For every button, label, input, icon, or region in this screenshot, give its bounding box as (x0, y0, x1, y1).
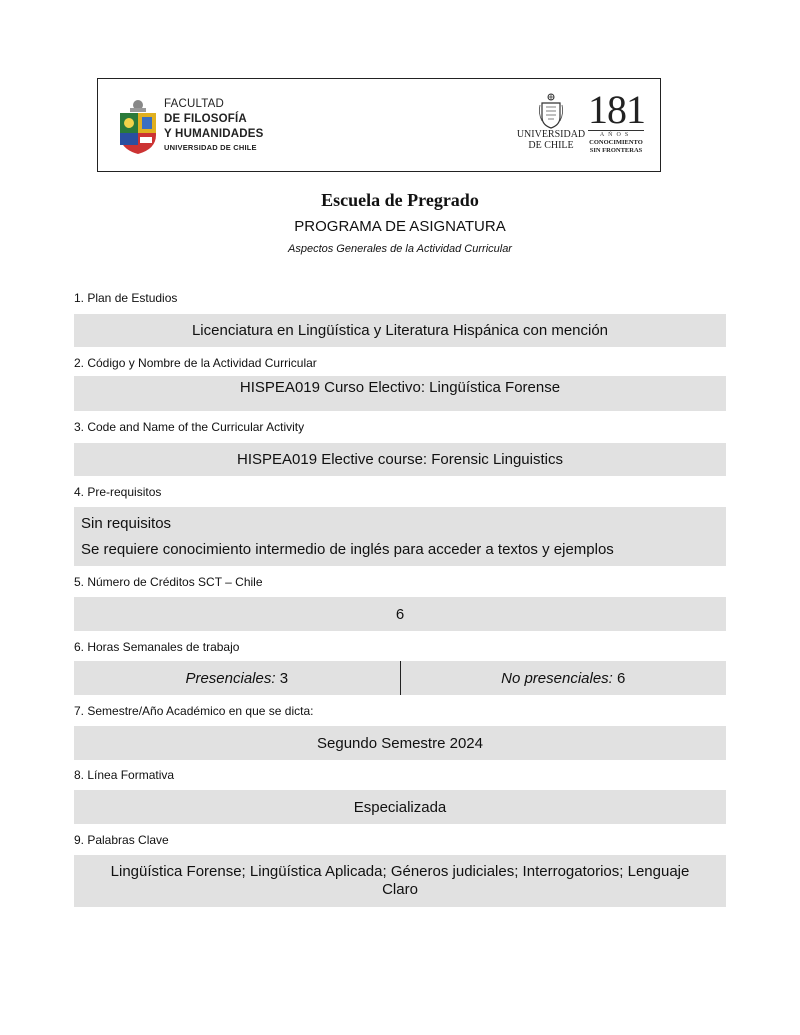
university-name-line1: UNIVERSIDAD (516, 129, 586, 140)
prereq-label: 4. Pre-requisitos (74, 485, 162, 499)
anniversary-number: 181 (588, 87, 645, 132)
horas-label: 6. Horas Semanales de trabajo (74, 640, 240, 654)
linea-label: 8. Línea Formativa (74, 768, 175, 782)
creditos-label: 5. Número de Créditos SCT – Chile (74, 575, 263, 589)
prereq-line1: Sin requisitos (81, 515, 172, 532)
presenciales-cell (74, 661, 400, 695)
faculty-name-line2: DE FILOSOFÍA (164, 113, 247, 125)
no-presenciales-label: No presenciales: (501, 669, 613, 687)
codigo-value-box (74, 376, 726, 411)
university-name-line2: DE CHILE (528, 140, 574, 151)
faculty-shield-icon (118, 99, 158, 155)
presenciales-value: 3 (279, 669, 289, 687)
code-value-box (74, 443, 726, 476)
codigo-label: 2. Código y Nombre de la Actividad Curricular (74, 356, 317, 370)
presenciales-label: Presenciales: (185, 669, 276, 687)
school-title: Escuela de Pregrado (321, 190, 479, 210)
anniversary-years: AÑOS (588, 130, 644, 139)
university-crest-icon (537, 93, 565, 129)
creditos-value: 6 (395, 605, 405, 623)
faculty-logo (118, 95, 278, 159)
faculty-name-line3: Y HUMANIDADES (164, 128, 264, 140)
semestre-value-box (74, 726, 726, 760)
faculty-name-line1: FACULTAD (164, 98, 224, 110)
palabras-label: 9. Palabras Clave (74, 833, 169, 847)
semestre-label: 7. Semestre/Año Académico en que se dicta: (74, 704, 314, 718)
anniversary-tagline-1: CONOCIMIENTO (589, 139, 643, 146)
horas-value-box (74, 661, 726, 695)
plan-value: Licenciatura en Lingüística y Literatura Hispánica con mención (191, 322, 609, 339)
codigo-value: HISPEA019 Curso Electivo: Lingüística Forense (239, 379, 561, 396)
plan-value-box (74, 314, 726, 347)
university-logo (516, 93, 586, 163)
header-logo-box (97, 78, 661, 172)
semestre-value: Segundo Semestre 2024 (317, 734, 483, 752)
palabras-value: Lingüística Forense; Lingüística Aplicada; Géneros judiciales; Interrogatorios; Lenguaje Claro (110, 863, 690, 898)
no-presenciales-value: 6 (617, 669, 626, 687)
plan-label: 1. Plan de Estudios (74, 291, 178, 305)
creditos-value-box (74, 597, 726, 631)
program-title: PROGRAMA DE ASIGNATURA (294, 218, 506, 235)
code-value: HISPEA019 Elective course: Forensic Linguistics (237, 451, 563, 468)
faculty-university: UNIVERSIDAD DE CHILE (164, 143, 257, 152)
prereq-value-box (74, 507, 726, 566)
linea-value: Especializada (353, 798, 447, 816)
aspects-subtitle: Aspectos Generales de la Actividad Curricular (288, 243, 512, 255)
no-presenciales-cell (401, 661, 727, 695)
palabras-value-box (74, 855, 726, 907)
code-label: 3. Code and Name of the Curricular Activity (74, 420, 305, 434)
prereq-line2: Se requiere conocimiento intermedio de inglés para acceder a textos y ejemplos (81, 541, 614, 558)
anniversary-tagline-2: SIN FRONTERAS (589, 147, 643, 154)
anniversary-logo (588, 87, 645, 155)
linea-value-box (74, 790, 726, 824)
